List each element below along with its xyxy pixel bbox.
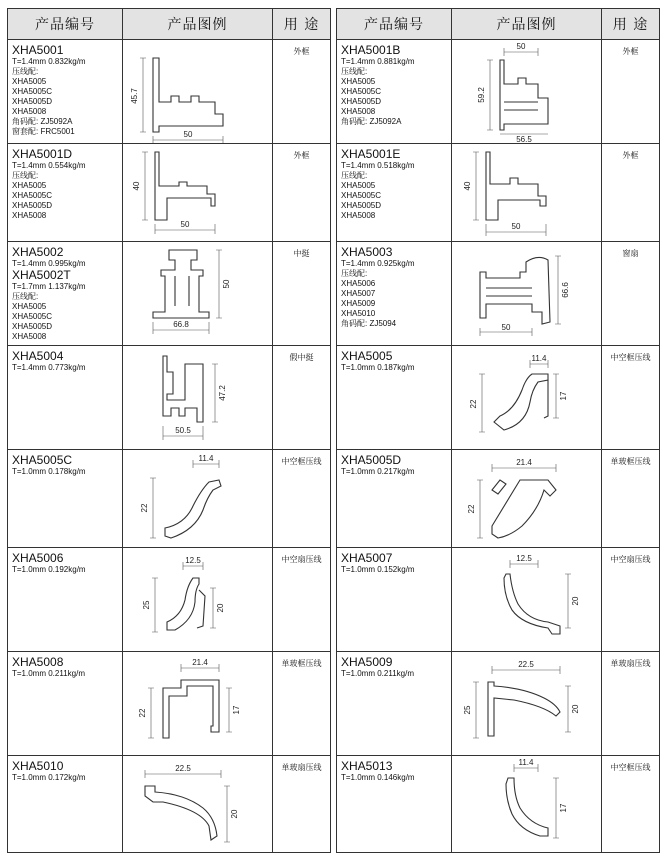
dimension-lines <box>514 764 559 838</box>
product-row <box>337 450 659 548</box>
product-code: XHA5009 <box>341 655 393 669</box>
dimension-label: 22.5 <box>175 764 191 773</box>
product-code: XHA5003 <box>341 245 393 259</box>
spec-line: XHA5006 <box>341 279 376 288</box>
product-code: XHA5001E <box>341 147 401 161</box>
usage-label: 中空扇压线 <box>610 555 651 564</box>
dimension-label: 50 <box>222 279 231 289</box>
product-code: XHA5010 <box>12 759 64 773</box>
profile-drawing <box>123 40 273 143</box>
profile-outline <box>167 578 199 630</box>
product-code: XHA5006 <box>12 551 64 565</box>
spec-line: 角码配: ZJ5092A <box>341 117 402 126</box>
dimension-label: 17 <box>559 803 568 813</box>
product-info <box>8 548 123 651</box>
dimension-label: 21.4 <box>192 658 208 667</box>
profile-diagram <box>452 346 601 449</box>
product-info <box>8 144 123 241</box>
usage-label: 单玻框压线 <box>610 457 651 466</box>
header-use: 用 途 <box>283 17 320 33</box>
product-info <box>337 144 452 241</box>
profile-diagram <box>452 450 601 547</box>
table-header <box>337 9 659 40</box>
usage-label: 外框 <box>293 47 310 56</box>
product-code: XHA5004 <box>12 349 64 363</box>
spec-line: XHA5008 <box>12 107 47 116</box>
product-code: XHA5005 <box>341 349 393 363</box>
profile-outline <box>504 574 560 634</box>
profile-diagram <box>123 40 272 143</box>
dimension-label: 66.8 <box>173 320 189 329</box>
dimension-lines <box>142 152 215 234</box>
dimension-label: 11.4 <box>198 454 214 463</box>
header-code: 产品编号 <box>337 9 452 39</box>
usage-label: 外框 <box>622 47 639 56</box>
spec-line: T=1.4mm 0.554kg/m <box>12 161 86 170</box>
product-info <box>337 242 452 345</box>
usage-label: 外框 <box>293 151 310 160</box>
dimension-lines <box>487 48 548 134</box>
dimension-lines <box>477 464 556 538</box>
profile-outline <box>486 152 546 220</box>
profile-diagram <box>452 242 601 345</box>
spec-line: 压线配: <box>12 171 39 180</box>
profile-diagram <box>452 144 601 241</box>
spec-line: T=1.0mm 0.152kg/m <box>341 565 415 574</box>
profile-lip <box>492 480 506 494</box>
dimension-label: 22.5 <box>518 660 534 669</box>
spec-line: T=1.0mm 0.192kg/m <box>12 565 86 574</box>
profile-drawing <box>452 242 602 345</box>
dimension-lines <box>140 58 223 143</box>
dimension-label: 45.7 <box>130 88 139 104</box>
spec-line: XHA5005D <box>341 201 382 210</box>
dimension-label: 50 <box>183 130 193 139</box>
spec-line: XHA5009 <box>341 299 376 308</box>
spec-line: XHA5007 <box>341 289 376 298</box>
spec-line: T=1.0mm 0.187kg/m <box>341 363 415 372</box>
profile-diagram <box>452 40 601 143</box>
header-use: 用 途 <box>612 17 649 33</box>
spec-line: XHA5005D <box>341 97 382 106</box>
product-info <box>8 242 123 345</box>
header-figure: 产品图例 <box>123 9 273 39</box>
product-code: XHA5007 <box>341 551 393 565</box>
profile-drawing <box>123 652 273 755</box>
catalog-table-left <box>7 8 331 853</box>
profile-diagram <box>123 548 272 651</box>
spec-line: XHA5005 <box>341 181 376 190</box>
product-code: XHA5002T <box>12 268 71 282</box>
profile-outline <box>155 152 215 220</box>
product-code: XHA5005D <box>341 453 402 467</box>
usage-label: 中空框压线 <box>610 353 651 362</box>
dimension-label: 40 <box>132 181 141 191</box>
spec-line: XHA5005D <box>12 322 53 331</box>
spec-line: XHA5005C <box>341 87 382 96</box>
dimension-label: 47.2 <box>218 385 227 401</box>
profile-inner-wall <box>504 102 538 110</box>
profile-drawing <box>123 242 273 345</box>
profile-inner-wall <box>175 276 189 306</box>
profile-drawing <box>123 756 273 852</box>
dimension-lines <box>473 152 546 236</box>
profile-outline <box>165 480 221 538</box>
product-info <box>337 548 452 651</box>
spec-line: T=1.4mm 0.518kg/m <box>341 161 415 170</box>
profile-diagram <box>123 450 272 547</box>
spec-line: 窗套配: FRC5001 <box>12 127 75 136</box>
profile-drawing <box>452 144 602 241</box>
profile-lip <box>544 380 548 418</box>
spec-line: XHA5005C <box>12 191 53 200</box>
spec-line: XHA5005C <box>341 191 382 200</box>
product-row <box>8 346 330 450</box>
usage-label: 窗扇 <box>622 249 639 258</box>
spec-line: T=1.4mm 0.832kg/m <box>12 57 86 66</box>
product-row <box>8 450 330 548</box>
spec-line: 压线配: <box>341 171 368 180</box>
usage-label: 中空框压线 <box>281 457 322 466</box>
spec-line: XHA5008 <box>12 332 47 341</box>
dimension-label: 50 <box>180 220 190 229</box>
spec-line: T=1.0mm 0.217kg/m <box>341 467 415 476</box>
dimension-label: 17 <box>232 705 241 715</box>
product-row <box>337 652 659 756</box>
product-row <box>337 40 659 144</box>
usage-label: 中空框压线 <box>610 763 651 772</box>
profile-diagram <box>123 144 272 241</box>
dimension-label: 12.5 <box>516 554 532 563</box>
product-row <box>8 652 330 756</box>
spec-line: XHA5005C <box>12 312 53 321</box>
product-row <box>337 242 659 346</box>
profile-drawing <box>123 548 273 651</box>
spec-line: 角码配: ZJ5092A <box>12 117 73 126</box>
dimension-label: 20 <box>230 809 239 819</box>
product-row <box>337 144 659 242</box>
header-figure: 产品图例 <box>452 9 602 39</box>
profile-outline <box>153 250 209 318</box>
spec-line: XHA5008 <box>341 211 376 220</box>
product-row <box>8 144 330 242</box>
spec-line: XHA5005D <box>12 97 53 106</box>
profile-drawing <box>452 40 602 143</box>
product-row <box>8 756 330 852</box>
profile-inner-wall <box>486 288 532 296</box>
profile-diagram <box>123 346 272 449</box>
spec-line: T=1.4mm 0.995kg/m <box>12 259 86 268</box>
spec-line: XHA5005D <box>12 201 53 210</box>
usage-label: 单玻扇压线 <box>281 763 322 772</box>
product-code: XHA5005C <box>12 453 73 467</box>
profile-drawing <box>452 652 602 755</box>
product-info <box>8 756 123 852</box>
dimension-label: 59.2 <box>477 87 486 103</box>
dimension-label: 11.4 <box>518 758 534 767</box>
dimension-lines <box>145 770 230 842</box>
profile-outline <box>488 682 560 736</box>
profile-drawing <box>452 346 602 449</box>
dimension-label: 25 <box>463 705 472 715</box>
profile-diagram <box>452 652 601 755</box>
profile-diagram <box>123 242 272 345</box>
profile-drawing <box>452 548 602 651</box>
dimension-label: 50 <box>501 323 511 332</box>
profile-diagram <box>452 548 601 651</box>
spec-line: T=1.4mm 0.881kg/m <box>341 57 415 66</box>
profile-outline <box>153 58 223 132</box>
dimension-label: 66.6 <box>561 282 570 298</box>
dimension-label: 11.4 <box>531 354 547 363</box>
dimension-label: 12.5 <box>185 556 201 565</box>
profile-drawing <box>123 144 273 241</box>
dimension-label: 56.5 <box>516 135 532 143</box>
spec-line: XHA5005C <box>12 87 53 96</box>
dimension-label: 50 <box>516 42 526 51</box>
product-code: XHA5008 <box>12 655 64 669</box>
product-row <box>337 756 659 852</box>
spec-line: 角码配: ZJ5094 <box>341 319 397 328</box>
profile-outline <box>494 374 548 430</box>
spec-line: T=1.0mm 0.211kg/m <box>341 669 414 678</box>
dimension-label: 20 <box>571 704 580 714</box>
spec-line: XHA5010 <box>341 309 376 318</box>
dimension-label: 50 <box>511 222 521 231</box>
product-code: XHA5013 <box>341 759 393 773</box>
spec-line: XHA5008 <box>341 107 376 116</box>
spec-line: XHA5005 <box>341 77 376 86</box>
dimension-lines <box>152 562 216 632</box>
profile-outline <box>500 60 548 130</box>
spec-line: 压线配: <box>341 269 368 278</box>
product-code: XHA5002 <box>12 245 64 259</box>
product-row <box>8 242 330 346</box>
product-info <box>8 40 123 143</box>
product-row <box>337 346 659 450</box>
product-info <box>8 652 123 755</box>
usage-label: 外框 <box>622 151 639 160</box>
dimension-label: 22 <box>469 399 478 409</box>
product-info <box>337 652 452 755</box>
dimension-label: 21.4 <box>516 458 532 467</box>
spec-line: T=1.7mm 1.137kg/m <box>12 282 86 291</box>
spec-line: 压线配: <box>12 292 39 301</box>
spec-line: T=1.4mm 0.925kg/m <box>341 259 415 268</box>
dimension-lines <box>150 460 219 538</box>
product-row <box>8 548 330 652</box>
profile-diagram <box>123 756 272 851</box>
product-code: XHA5001 <box>12 43 64 57</box>
spec-line: 压线配: <box>341 67 368 76</box>
dimension-label: 40 <box>463 181 472 191</box>
spec-line: XHA5005 <box>12 77 47 86</box>
spec-line: XHA5008 <box>12 211 47 220</box>
spec-line: XHA5005 <box>12 302 47 311</box>
profile-outline <box>506 778 548 836</box>
profile-outline <box>145 786 217 840</box>
dimension-label: 22 <box>140 503 149 513</box>
usage-label: 假中挺 <box>289 353 314 362</box>
profile-drawing <box>123 346 273 449</box>
profile-outline <box>163 680 219 738</box>
spec-line: T=1.0mm 0.211kg/m <box>12 669 85 678</box>
dimension-label: 20 <box>216 603 225 613</box>
profile-lip <box>197 590 205 628</box>
profile-diagram <box>452 756 601 851</box>
dimension-label: 50.5 <box>175 426 191 435</box>
profile-outline <box>480 257 550 324</box>
product-info <box>8 346 123 449</box>
product-code: XHA5001B <box>341 43 401 57</box>
dimension-label: 20 <box>571 596 580 606</box>
spec-line: T=1.0mm 0.146kg/m <box>341 773 415 782</box>
header-code: 产品编号 <box>8 9 123 39</box>
product-info <box>337 40 452 143</box>
spec-line: XHA5005 <box>12 181 47 190</box>
profile-outline <box>163 356 203 422</box>
product-info <box>337 346 452 449</box>
usage-label: 单玻扇压线 <box>610 659 651 668</box>
catalog-table-right <box>336 8 660 853</box>
product-info <box>337 756 452 852</box>
usage-label: 单玻框压线 <box>281 659 322 668</box>
profile-drawing <box>452 756 602 852</box>
dimension-label: 17 <box>559 391 568 401</box>
product-info <box>8 450 123 547</box>
product-row <box>337 548 659 652</box>
dimension-label: 22 <box>467 504 476 514</box>
product-row <box>8 40 330 144</box>
product-info <box>337 450 452 547</box>
profile-drawing <box>452 450 602 547</box>
product-code: XHA5001D <box>12 147 73 161</box>
spec-line: T=1.0mm 0.178kg/m <box>12 467 86 476</box>
spec-line: T=1.4mm 0.773kg/m <box>12 363 86 372</box>
spec-line: T=1.0mm 0.172kg/m <box>12 773 86 782</box>
usage-label: 中空扇压线 <box>281 555 322 564</box>
usage-label: 中挺 <box>293 249 310 258</box>
dimension-label: 22 <box>138 708 147 718</box>
spec-line: 压线配: <box>12 67 39 76</box>
table-header <box>8 9 330 40</box>
dimension-label: 25 <box>142 600 151 610</box>
profile-diagram <box>123 652 272 755</box>
profile-drawing <box>123 450 273 547</box>
